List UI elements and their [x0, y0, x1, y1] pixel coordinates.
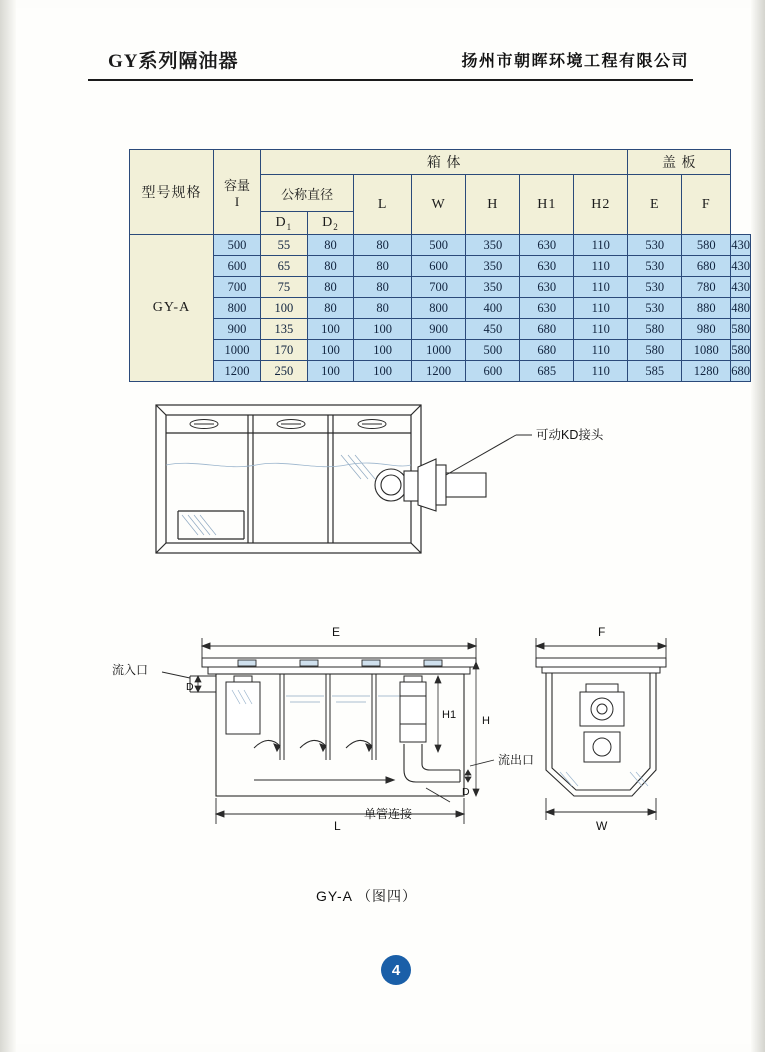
cell-capacity: 75	[261, 277, 308, 298]
outlet-pipe	[446, 473, 486, 497]
cell-h: 630	[520, 298, 574, 319]
figure-caption: GY-A （图四）	[316, 888, 418, 904]
cell-f: 680	[731, 361, 751, 382]
cell-capacity: 250	[261, 361, 308, 382]
header-box: 箱 体	[261, 150, 628, 175]
filter-basket-lip	[234, 676, 252, 682]
page-number-badge: 4	[381, 955, 411, 985]
dim-label-w: W	[596, 819, 608, 833]
cell-d2: 80	[354, 256, 412, 277]
cell-h2: 530	[628, 277, 682, 298]
figure-top-view-svg	[136, 393, 696, 583]
table-row	[130, 298, 751, 319]
spec-table	[129, 149, 751, 382]
page-header	[88, 46, 693, 86]
outlet-label: 流出口	[498, 753, 535, 767]
cell-f: 430	[731, 277, 751, 298]
cell-e: 1280	[682, 361, 731, 382]
header-d2-letter: D	[322, 214, 334, 230]
cell-d1: 80	[307, 235, 354, 256]
cell-w: 500	[466, 340, 520, 361]
cell-w: 600	[466, 361, 520, 382]
cell-h1: 110	[574, 235, 628, 256]
dim-label-e: E	[332, 625, 341, 639]
header-w: W	[411, 175, 465, 235]
figure-section-svg	[104, 620, 704, 880]
header-d2	[307, 212, 354, 235]
cell-l: 800	[411, 298, 465, 319]
dim-label-f: F	[598, 625, 606, 639]
header-h1: H1	[520, 175, 574, 235]
cell-h: 680	[520, 340, 574, 361]
outlet-collar	[404, 471, 418, 501]
table-row	[130, 235, 751, 256]
figure-section-view	[104, 620, 704, 880]
cell-capacity: 135	[261, 319, 308, 340]
header-cover: 盖 板	[628, 150, 731, 175]
dim-label-d-top: D	[186, 681, 194, 693]
cell-h: 685	[520, 361, 574, 382]
cell-e: 1080	[682, 340, 731, 361]
dim-label-h1: H1	[442, 709, 457, 721]
dim-label-l: L	[334, 819, 341, 833]
cell-d2: 80	[354, 277, 412, 298]
header-h: H	[466, 175, 520, 235]
model-group-cell: GY-A	[130, 235, 214, 382]
header-d1	[261, 212, 308, 235]
cell-l: 1200	[411, 361, 465, 382]
cell-h2: 580	[628, 319, 682, 340]
cell-f: 580	[731, 340, 751, 361]
cell-w: 400	[466, 298, 520, 319]
inlet-label: 流入口	[112, 663, 149, 677]
header-d2-sub: 2	[333, 221, 339, 232]
cell-e: 680	[682, 256, 731, 277]
single-pipe-label: 单管连接	[364, 807, 413, 821]
table-row	[130, 256, 751, 277]
cell-size: 600	[213, 256, 260, 277]
cell-capacity: 100	[261, 298, 308, 319]
cell-size: 1000	[213, 340, 260, 361]
cell-size: 1200	[213, 361, 260, 382]
cover-plate-right	[536, 658, 666, 667]
cell-d1: 100	[307, 361, 354, 382]
cell-d1: 100	[307, 340, 354, 361]
cell-h2: 530	[628, 235, 682, 256]
cell-d1: 80	[307, 277, 354, 298]
header-d1-letter: D	[275, 214, 287, 230]
cell-l: 700	[411, 277, 465, 298]
cell-d1: 80	[307, 298, 354, 319]
cell-d2: 100	[354, 340, 412, 361]
cell-e: 580	[682, 235, 731, 256]
cell-h1: 110	[574, 298, 628, 319]
cell-h1: 110	[574, 277, 628, 298]
cell-e: 880	[682, 298, 731, 319]
cell-h2: 580	[628, 340, 682, 361]
header-d1-sub: 1	[286, 221, 293, 232]
table-row	[130, 277, 751, 298]
header-capacity	[213, 150, 260, 235]
cell-d2: 80	[354, 298, 412, 319]
cell-h1: 110	[574, 319, 628, 340]
kd-joint-cone	[418, 459, 436, 511]
cell-l: 500	[411, 235, 465, 256]
cell-d1: 100	[307, 319, 354, 340]
cell-size: 800	[213, 298, 260, 319]
header-e: E	[628, 175, 682, 235]
header-f: F	[682, 175, 731, 235]
cell-e: 780	[682, 277, 731, 298]
cell-h1: 110	[574, 361, 628, 382]
cell-w: 350	[466, 256, 520, 277]
cell-f: 480	[731, 298, 751, 319]
page-title: GY系列隔油器	[108, 51, 239, 72]
page-sheet	[16, 8, 751, 1044]
header-divider	[88, 79, 693, 81]
cell-d2: 100	[354, 319, 412, 340]
cell-h: 630	[520, 277, 574, 298]
header-capacity-line1: 容量	[224, 177, 251, 193]
header-model: 型号规格	[130, 150, 214, 235]
cell-l: 600	[411, 256, 465, 277]
cell-capacity: 65	[261, 256, 308, 277]
table-header-row-1	[130, 150, 751, 175]
cover-plate-lower	[208, 667, 470, 674]
table-row	[130, 340, 751, 361]
company-name: 扬州市朝晖环境工程有限公司	[461, 53, 689, 70]
filter-basket	[226, 682, 260, 734]
cell-h2: 530	[628, 298, 682, 319]
cell-f: 430	[731, 256, 751, 277]
cell-l: 900	[411, 319, 465, 340]
header-h2: H2	[574, 175, 628, 235]
header-l: L	[354, 175, 412, 235]
dim-label-h: H	[482, 715, 490, 727]
kd-joint-block	[436, 465, 446, 505]
figure-top-view	[136, 393, 696, 583]
outlet-device	[400, 682, 426, 742]
cell-h: 630	[520, 235, 574, 256]
cell-d2: 80	[354, 235, 412, 256]
cell-l: 1000	[411, 340, 465, 361]
cell-h1: 110	[574, 256, 628, 277]
cell-f: 430	[731, 235, 751, 256]
cell-w: 450	[466, 319, 520, 340]
cell-capacity: 55	[261, 235, 308, 256]
header-capacity-line2: I	[234, 193, 240, 209]
cell-size: 500	[213, 235, 260, 256]
table-row	[130, 319, 751, 340]
cell-w: 350	[466, 235, 520, 256]
cell-d2: 100	[354, 361, 412, 382]
cell-h2: 585	[628, 361, 682, 382]
cell-h: 680	[520, 319, 574, 340]
callout-kd-joint-label: 可动KD接头	[536, 428, 604, 442]
cell-size: 900	[213, 319, 260, 340]
cell-d1: 80	[307, 256, 354, 277]
cell-w: 350	[466, 277, 520, 298]
cell-h: 630	[520, 256, 574, 277]
cell-f: 580	[731, 319, 751, 340]
header-nominal-diameter: 公称直径	[261, 175, 354, 212]
tank-inner-rect	[166, 415, 411, 543]
cell-h2: 530	[628, 256, 682, 277]
spec-table-container	[129, 149, 751, 382]
cell-e: 980	[682, 319, 731, 340]
table-row	[130, 361, 751, 382]
dim-label-d-bottom: D	[462, 786, 470, 798]
cell-h1: 110	[574, 340, 628, 361]
cell-capacity: 170	[261, 340, 308, 361]
cell-size: 700	[213, 277, 260, 298]
